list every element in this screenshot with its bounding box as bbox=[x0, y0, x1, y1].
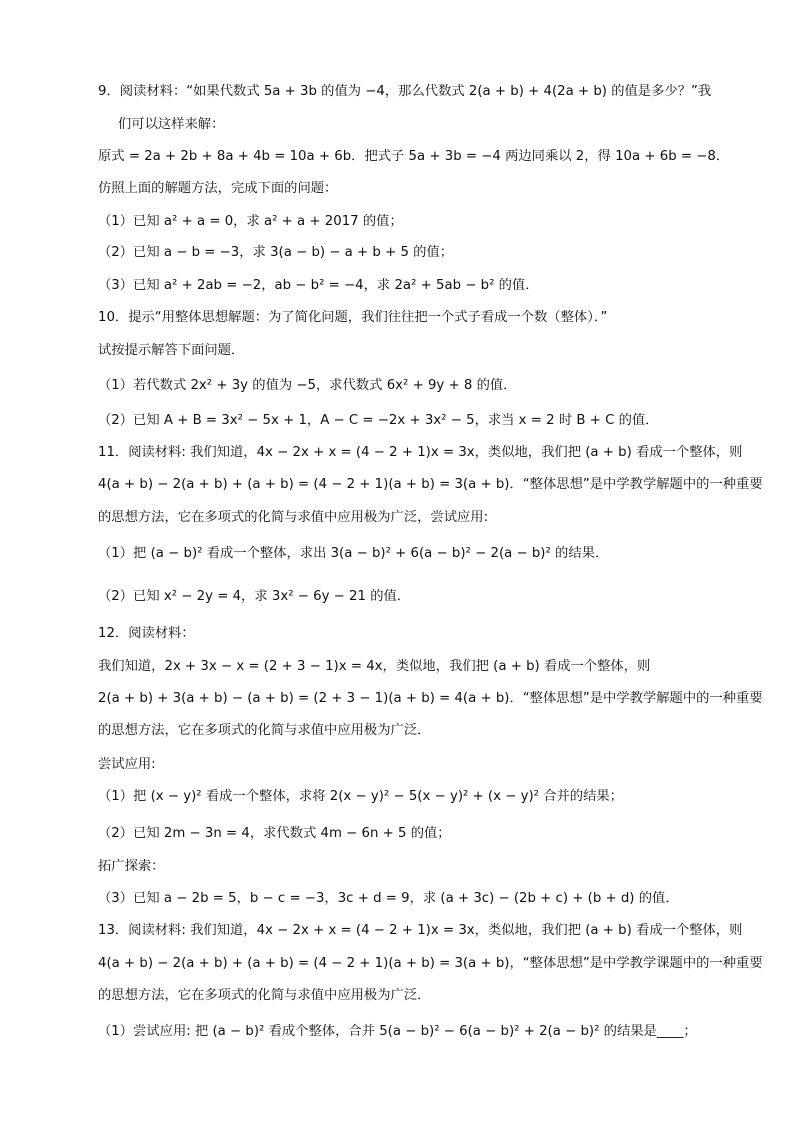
q13-line1: 13．阅读材料: 我们知道，4x − 2x + x = (4 − 2 + 1)x = 3x，类似地，我们把 (a + b) 看成一个整体，则 bbox=[98, 923, 743, 938]
q12-part1: （1）把 (x − y)² 看成一个整体，求将 2(x − y)² − 5(x − y)² + (x − y)² 合并的结果； bbox=[98, 789, 623, 804]
q9-line4: 仿照上面的解题方法，完成下面的问题： bbox=[98, 181, 338, 196]
q10-line2: 试按提示解答下面问题． bbox=[98, 343, 245, 358]
q13-line2: 4(a + b) − 2(a + b) + (a + b) = (4 − 2 + 1)(a + b) = 3(a + b)，“整体思想”是中学教学课题中的一种重要 bbox=[98, 956, 763, 971]
q12-part3: （3）已知 a − 2b = 5，b − c = −3，3c + d = 9，求 (a + 3c) − (2b + c) + (b + d) 的值． bbox=[98, 891, 679, 906]
q11-part2: （2）已知 x² − 2y = 4，求 3x² − 6y − 21 的值． bbox=[98, 589, 411, 604]
q12-part2: （2）已知 2m − 3n = 4，求代数式 4m − 6n + 5 的值； bbox=[98, 826, 451, 841]
q12-line1: 12．阅读材料： bbox=[98, 626, 195, 641]
q9-part3: （3）已知 a² + 2ab = −2，ab − b² = −4，求 2a² + 5ab − b² 的值． bbox=[98, 278, 539, 293]
q12-line6: 拓广探索： bbox=[98, 859, 165, 874]
q12-line2: 我们知道，2x + 3x − x = (2 + 3 − 1)x = 4x，类似地，我们把 (a + b) 看成一个整体，则 bbox=[98, 659, 651, 674]
q9-part1: （1）已知 a² + a = 0，求 a² + a + 2017 的值； bbox=[98, 214, 403, 229]
q9-part2: （2）已知 a − b = −3，求 3(a − b) − a + b + 5 的值； bbox=[98, 245, 454, 260]
q10-part1: （1）若代数式 2x² + 3y 的值为 −5，求代数式 6x² + 9y + 8 的值． bbox=[98, 378, 517, 393]
q13-part1: （1）尝试应用: 把 (a − b)² 看成个整体，合并 5(a − b)² − 6(a − b)² + 2(a − b)² 的结果是____； bbox=[98, 1024, 697, 1039]
q12-line3: 2(a + b) + 3(a + b) − (a + b) = (2 + 3 − 1)(a + b) = 4(a + b)．“整体思想”是中学教学解题中的一种重要 bbox=[98, 691, 763, 706]
q11-line2: 4(a + b) − 2(a + b) + (a + b) = (4 − 2 + 1)(a + b) = 3(a + b)．“整体思想”是中学教学解题中的一种重要 bbox=[98, 477, 763, 492]
q10-part2: （2）已知 A + B = 3x² − 5x + 1，A − C = −2x + 3x² − 5，求当 x = 2 时 B + C 的值． bbox=[98, 413, 659, 428]
q11-line1: 11．阅读材料: 我们知道，4x − 2x + x = (4 − 2 + 1)x = 3x，类似地，我们把 (a + b) 看成一个整体，则 bbox=[98, 445, 743, 460]
q10-line1: 10．提示“用整体思想解题：为了简化问题，我们往往把一个式子看成一个数（整体）．” bbox=[98, 310, 608, 325]
q9-line3: 原式 = 2a + 2b + 8a + 4b = 10a + 6b．把式子 5a + 3b = −4 两边同乘以 2，得 10a + 6b = −8． bbox=[98, 149, 730, 164]
q9-line2: 们可以这样来解： bbox=[118, 117, 225, 132]
q11-part1: （1）把 (a − b)² 看成一个整体，求出 3(a − b)² + 6(a − b)² − 2(a − b)² 的结果． bbox=[98, 546, 609, 561]
q9-line1: 9．阅读材料：“如果代数式 5a + 3b 的值为 −4，那么代数式 2(a + b) + 4(2a + b) 的值是多少？”我 bbox=[98, 84, 712, 99]
q11-line3: 的思想方法，它在多项式的化简与求值中应用极为广泛，尝试应用: bbox=[98, 510, 489, 525]
q13-line3: 的思想方法，它在多项式的化简与求值中应用极为广泛． bbox=[98, 988, 431, 1003]
q12-line4: 的思想方法，它在多项式的化简与求值中应用极为广泛． bbox=[98, 723, 431, 738]
q12-line5: 尝试应用: bbox=[98, 757, 156, 772]
